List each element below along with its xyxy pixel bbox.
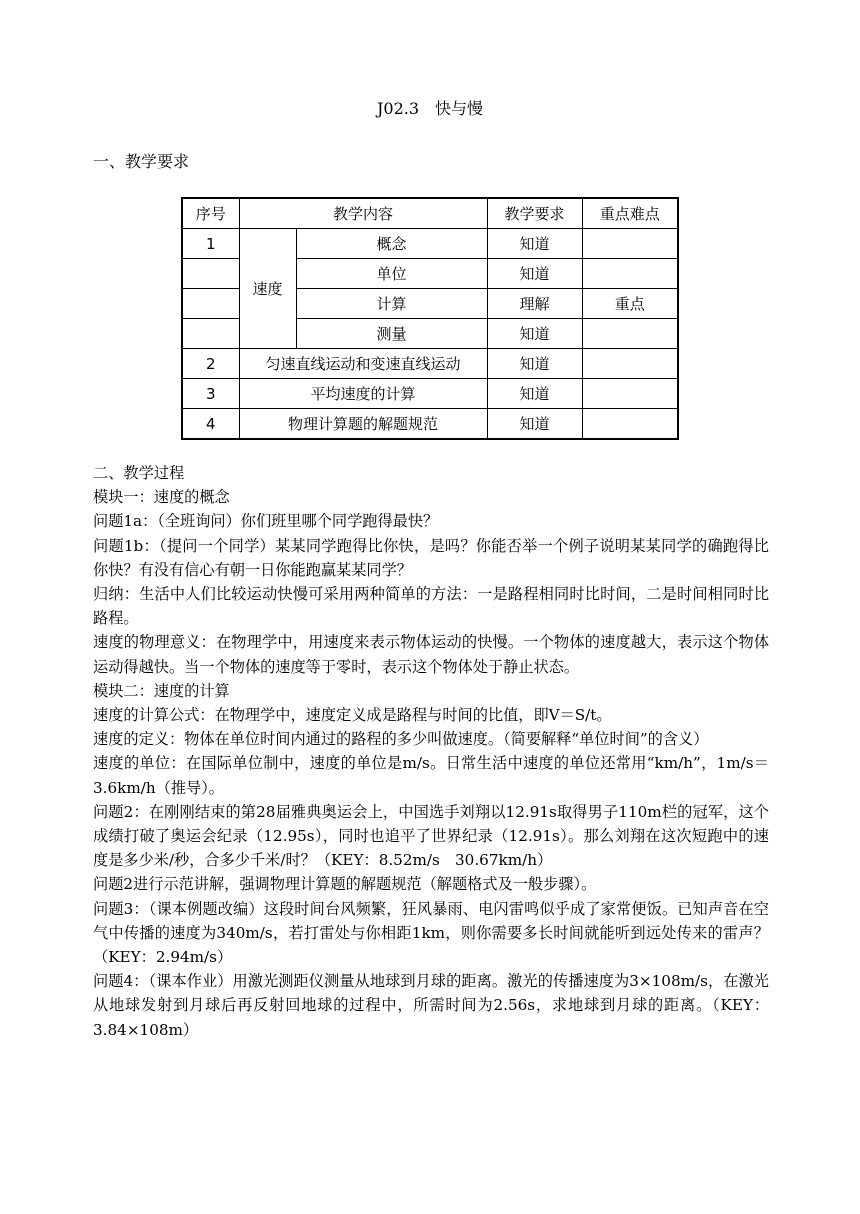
table-row bbox=[182, 409, 678, 440]
header-no: 序号 bbox=[182, 198, 239, 229]
paragraph: 模块二：速度的计算 bbox=[93, 681, 230, 700]
cell-no: 2 bbox=[182, 349, 239, 379]
cell-content: 计算 bbox=[296, 289, 487, 319]
cell-content: 单位 bbox=[296, 259, 487, 289]
cell-key-point bbox=[582, 349, 678, 379]
cell-content: 平均速度的计算 bbox=[239, 379, 487, 409]
cell-content: 匀速直线运动和变速直线运动 bbox=[239, 349, 487, 379]
paragraph: 问题1b：（提问一个同学）某某同学跑得比你快，是吗？你能否举一个例子说明某某同学的确跑得比你快？有没有信心有朝一日你能跑赢某某同学？ bbox=[93, 536, 769, 579]
cell-no bbox=[182, 319, 239, 349]
requirements-table-wrapper bbox=[181, 197, 677, 435]
paragraph: 模块一：速度的概念 bbox=[93, 488, 230, 507]
section-heading-process: 二、教学过程 bbox=[93, 464, 185, 482]
cell-key-point bbox=[582, 229, 678, 259]
paragraph: 问题2进行示范讲解，强调物理计算题的解题规范（解题格式及一般步骤）。 bbox=[93, 875, 597, 894]
cell-content: 物理计算题的解题规范 bbox=[239, 409, 487, 440]
cell-no: 1 bbox=[182, 229, 239, 259]
paragraph: 问题3：（课本例题改编）这段时间台风频繁，狂风暴雨、电闪雷鸣似乎成了家常便饭。已知声音在空气中传播的速度为340m/s，若打雷处与你相距1km，则你需要多长时间就能听到远处传来的雷声？（KEY：2.94m/s） bbox=[93, 899, 769, 967]
cell-no: 4 bbox=[182, 409, 239, 440]
cell-requirement: 知道 bbox=[487, 409, 582, 440]
cell-speed-group: 速度 bbox=[239, 229, 296, 349]
paragraph: 速度的计算公式：在物理学中，速度定义成是路程与时间的比值，即V＝S/t。 bbox=[93, 706, 612, 725]
header-key-point: 重点难点 bbox=[582, 198, 678, 229]
header-content: 教学内容 bbox=[239, 198, 487, 229]
table-row bbox=[182, 349, 678, 379]
page-title: J02.3 快与慢 bbox=[376, 99, 484, 118]
teaching-process-section bbox=[93, 461, 769, 1042]
cell-key-point: 重点 bbox=[582, 289, 678, 319]
cell-no bbox=[182, 289, 239, 319]
cell-content: 测量 bbox=[296, 319, 487, 349]
cell-requirement: 理解 bbox=[487, 289, 582, 319]
paragraph: 速度的单位：在国际单位制中，速度的单位是m/s。日常生活中速度的单位还常用“km/h”，1m/s＝3.6km/h（推导）。 bbox=[93, 754, 769, 797]
cell-requirement: 知道 bbox=[487, 259, 582, 289]
cell-requirement: 知道 bbox=[487, 319, 582, 349]
requirements-table bbox=[181, 197, 679, 440]
cell-content: 概念 bbox=[296, 229, 487, 259]
cell-requirement: 知道 bbox=[487, 229, 582, 259]
section-heading-requirements: 一、教学要求 bbox=[93, 152, 190, 171]
table-header-row bbox=[182, 198, 678, 229]
paragraph: 问题2：在刚刚结束的第28届雅典奥运会上，中国选手刘翔以12.91s取得男子110m栏的冠军，这个成绩打破了奥运会纪录（12.95s），同时也追平了世界纪录（12.91s）。那么刘翔在这次短跑中的速度是多少米/秒，合多少千米/时？（KEY：8.52m/s 30.67km/h） bbox=[93, 802, 769, 870]
table-row bbox=[182, 229, 678, 259]
header-requirement: 教学要求 bbox=[487, 198, 582, 229]
cell-requirement: 知道 bbox=[487, 349, 582, 379]
cell-key-point bbox=[582, 379, 678, 409]
cell-key-point bbox=[582, 259, 678, 289]
paragraph: 速度的物理意义：在物理学中，用速度来表示物体运动的快慢。一个物体的速度越大，表示这个物体运动得越快。当一个物体的速度等于零时，表示这个物体处于静止状态。 bbox=[93, 633, 769, 676]
cell-no bbox=[182, 259, 239, 289]
cell-requirement: 知道 bbox=[487, 379, 582, 409]
table-row bbox=[182, 379, 678, 409]
cell-key-point bbox=[582, 409, 678, 440]
cell-no: 3 bbox=[182, 379, 239, 409]
paragraph: 速度的定义：物体在单位时间内通过的路程的多少叫做速度。（简要解释“单位时间”的含义） bbox=[93, 730, 709, 749]
cell-key-point bbox=[582, 319, 678, 349]
paragraph: 问题1a：（全班询问）你们班里哪个同学跑得最快？ bbox=[93, 512, 439, 531]
paragraph: 问题4：（课本作业）用激光测距仪测量从地球到月球的距离。激光的传播速度为3×108m/s，在激光从地球发射到月球后再反射回地球的过程中，所需时间为2.56s，求地球到月球的距离。（KEY：3.84×108m） bbox=[93, 972, 769, 1039]
paragraph: 归纳：生活中人们比较运动快慢可采用两种简单的方法：一是路程相同时比时间，二是时间相同时比路程。 bbox=[93, 585, 769, 628]
